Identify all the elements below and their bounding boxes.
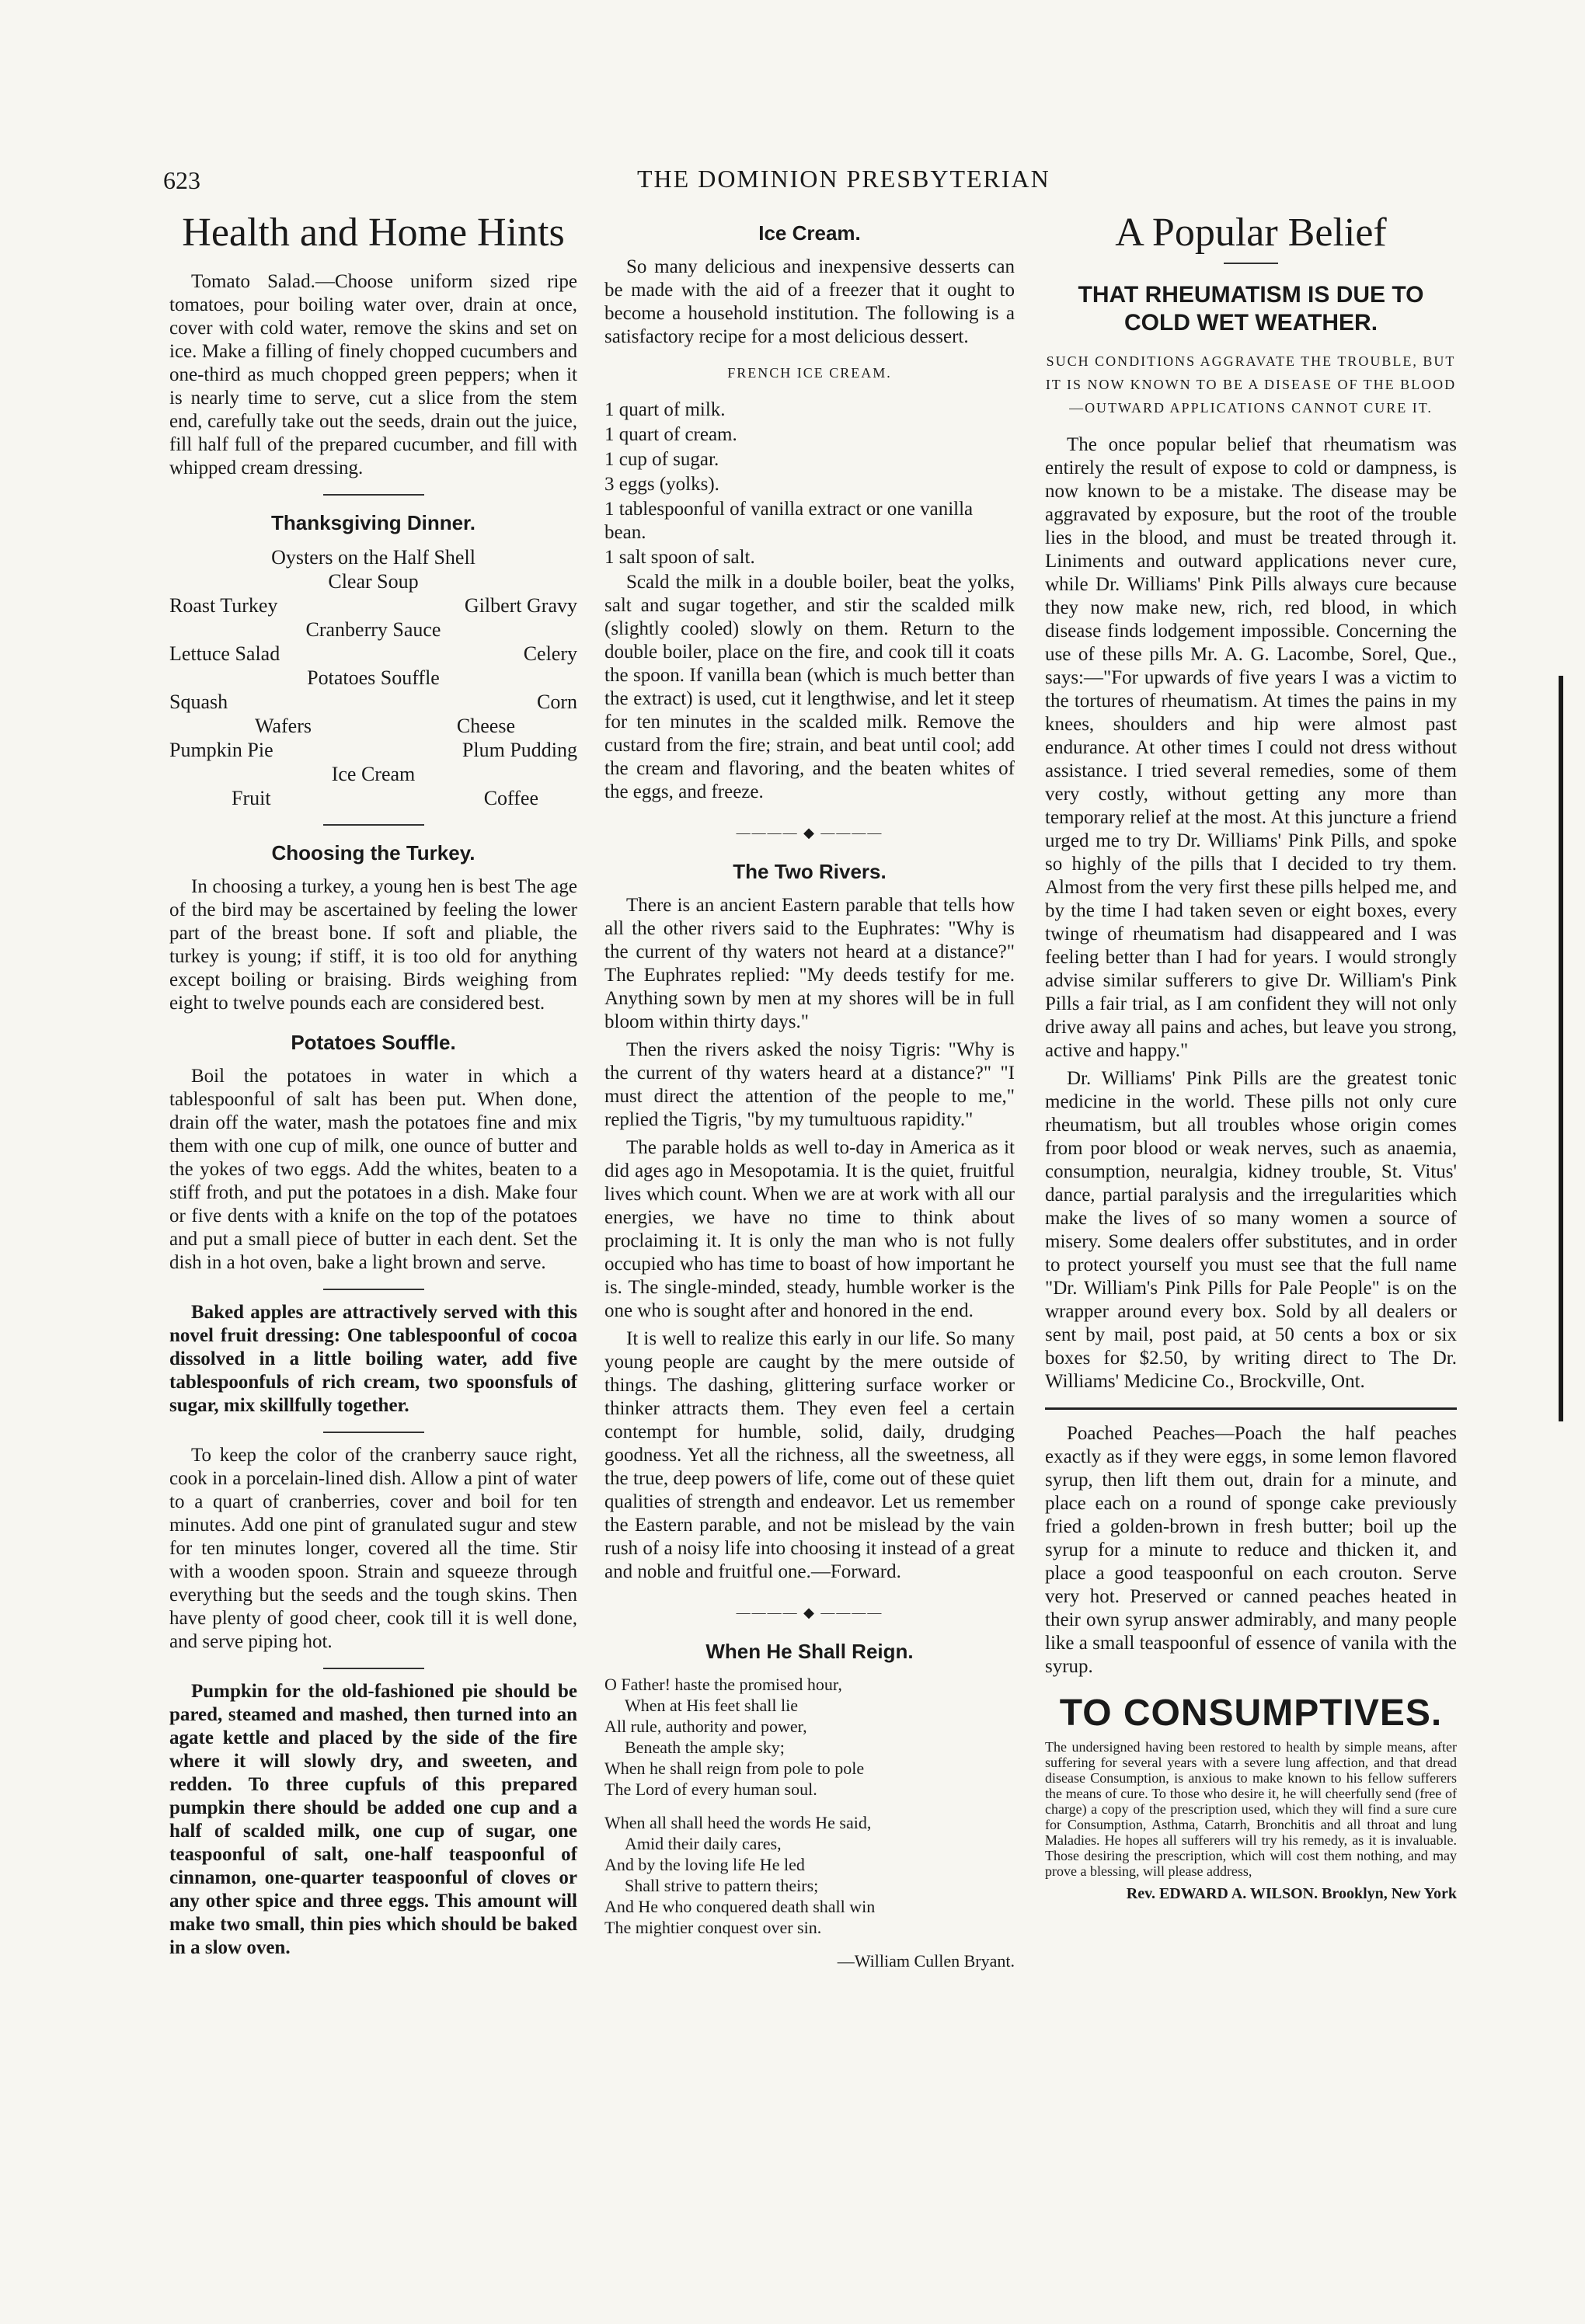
rivers-paragraph: It is well to realize this early in our life. So many young people are caught by the mere outside of things. The dashing, glittering surface worker or thinker attracts them. They even feel a certain contempt for humble, solid, daily, drudging goodness. Yet all the richness, all the sweetness, all the true, deep powers of life, come out of these quiet qualities of strength and endeavor. Let us remember the Eastern parable, and not be mislead by the vain rush of a noisy life into choosing it instead of a great and noble and fruitful one.—Forward. (604, 1328, 1015, 1582)
consumptives-signature: Rev. EDWARD A. WILSON. Brooklyn, New York (1126, 1885, 1457, 1902)
menu-row (169, 738, 577, 762)
peaches-text: Poached Peaches—Poach the half peaches exactly as if they were eggs, in some lemon flavored syrup, then lift them out, drain for a minute, and place each on a round of sponge cake previously fried a golden-brown in fresh butter; boil up the syrup for a minute to reduce and thicken it, and place a good teaspoonful on each crouton. Serve very hot. Preserved or canned peaches heated in their own syrup answer admirably, and many people like a small teaspoonful of essence of vanila with the syrup. (1045, 1423, 1457, 1677)
poem-line: When at His feet shall lie (625, 1696, 798, 1715)
column-left (169, 210, 577, 1964)
poem-line: When he shall reign from pole to pole (604, 1759, 865, 1778)
ingredient-item: 3 eggs (yolks). (604, 474, 719, 495)
menu-item: Coffee (483, 787, 538, 809)
divider (323, 1432, 424, 1433)
section-title: Health and Home Hints (182, 210, 565, 255)
poem-stanza (604, 1812, 1015, 1938)
advert-smallcaps: SUCH CONDITIONS AGGRAVATE THE TROUBLE, BUT IT IS NOW KNOWN TO BE A DISEASE OF THE BLOOD—OUTWARD APPLICATIONS CANNOT CURE IT. (1045, 353, 1457, 416)
poem (604, 1674, 1015, 1971)
divider (323, 494, 424, 496)
menu-item: Ice Cream (331, 763, 416, 785)
poem-line: O Father! haste the promised hour, (604, 1675, 842, 1694)
menu-item: Fruit (232, 787, 271, 809)
consumptives-title: TO CONSUMPTIVES. (1059, 1693, 1443, 1734)
menu-row (169, 690, 577, 714)
divider (1224, 263, 1278, 264)
divider (323, 1289, 424, 1290)
poem-line: And He who conquered death shall win (604, 1897, 876, 1916)
advert-paragraph: The once popular belief that rheumatism was entirely the result of expose to cold or dampness, is now known to be a mistake. The disease may be aggravated by exposure, but the root of the trouble lies in the blood, and must be treated through it. Liniments and outward applications never cure, while Dr. Williams' Pink Pills always cure because they now make new, rich, red blood, in which disease finds lodgement impossible. Concerning the use of these pills Mr. A. G. Lacombe, Sorel, Que., says:—"For upwards of five years I was a victim to the tortures of rheumatism. At times the pains in my knees, shoulders and hip were almost past endurance. At other times I could not dress without assistance. I tried several remedies, some of them very costly, without getting any more than temporary relief at the most. At this juncture a friend urged me to try Dr. Williams' Pink Pills, and spoke so highly of the pills that I decided to try them. Almost from the very first these pills helped me, and by the time I had taken seven or eight boxes, every twinge of rheumatism had disappeared and I was feeling better than I had for years. I would strongly advise similar sufferers to give Dr. William's Pink Pills a fair trial, as I am confident they will not only drive away all pains and aches, but leave you strong, active and happy." (1045, 434, 1457, 1061)
page-number: 623 (163, 166, 200, 194)
ornament-divider: ———— ◆ ———— (736, 1605, 883, 1620)
french-icecream-heading: FRENCH ICE CREAM. (727, 365, 892, 381)
menu-item: Oysters on the Half Shell (271, 546, 476, 569)
poem-stanza (604, 1674, 1015, 1800)
menu-item: Gilbert Gravy (464, 594, 577, 617)
menu-item: Plum Pudding (462, 739, 577, 761)
menu-row (169, 593, 577, 618)
advert-subtitle: THAT RHEUMATISM IS DUE TO COLD WET WEATHER. (1078, 282, 1424, 336)
turkey-heading: Choosing the Turkey. (271, 841, 476, 865)
menu-item: Clear Soup (328, 570, 419, 593)
ingredient-item: 1 salt spoon of salt. (604, 547, 755, 568)
turkey-text: In choosing a turkey, a young hen is best The age of the bird may be ascertained by feeling the lower part of the breast bone. If soft and pliable, the turkey is young; if stiff, it is too old for anything except boiling or braising. Birds weighing from eight to twelve pounds each are considered best. (169, 876, 577, 1014)
souffle-text: Boil the potatoes in water in which a tablespoonful of salt has been put. When done, drain off the water, mash the potatoes fine and mix them with one cup of milk, one ounce of butter and the yokes of two eggs. Add the whites, beaten to a stiff froth, and put the potatoes in a dish. Make four or five dents with a knife on the top of the potatoes and put a small piece of butter in each dent. Set the dish in a hot oven, bake a light brown and serve. (169, 1066, 577, 1273)
rivers-paragraph: The parable holds as well to-day in America as it did ages ago in Mesopotamia. It is the quiet, fruitful lives which count. When we are at work with all our energies, we have no time to think about proclaiming it. It is only the man who is not fully occupied who has time to boast of how important he is. The single-minded, steady, humble worker is the one who is sought after and honored in the end. (604, 1137, 1015, 1321)
poem-line: The Lord of every human soul. (604, 1780, 817, 1799)
menu-item: Cheese (456, 715, 515, 737)
margin-bar (1559, 676, 1563, 1421)
menu-row (169, 714, 577, 738)
menu-item: Roast Turkey (169, 594, 278, 617)
thanksgiving-heading: Thanksgiving Dinner. (271, 511, 476, 534)
icecream-intro: So many delicious and inexpensive desserts can be made with the aid of a freezer that it ought to become a household institution. The following is a satisfactory recipe for a most delicious dessert. (604, 256, 1015, 347)
thanksgiving-menu (169, 545, 577, 810)
souffle-heading: Potatoes Souffle. (291, 1031, 456, 1054)
menu-row (169, 786, 577, 810)
ingredient-item: 1 quart of cream. (604, 424, 737, 445)
advert-title: A Popular Belief (1115, 210, 1387, 255)
menu-row (169, 642, 577, 666)
menu-item: Cranberry Sauce (305, 618, 441, 641)
menu-item: Wafers (255, 715, 312, 737)
poem-line: The mightier conquest over sin. (604, 1918, 822, 1937)
poem-line: When all shall heed the words He said, (604, 1813, 872, 1832)
ingredient-item: 1 quart of milk. (604, 399, 726, 420)
consumptives-body: The undersigned having been restored to health by simple means, after suffering for several years with a severe lung affection, and that dread disease Consumption, is anxious to make known to his fellow sufferers the means of cure. To those who desire it, he will cheerfully send (free of charge) a copy of the prescription used, which they will find a sure cure for Consumption, Asthma, Catarrh, Bronchitis and all throat and lung Maladies. He hopes all sufferers will try his remedy, as it is invaluable. Those desiring the prescription, which will cost them nothing, and may prove a blessing, will please address, (1045, 1739, 1457, 1879)
poem-attribution: —William Cullen Bryant. (837, 1951, 1015, 1971)
poem-line: Beneath the ample sky; (625, 1738, 785, 1757)
menu-item: Squash (169, 691, 228, 713)
poem-line: Shall strive to pattern theirs; (625, 1876, 819, 1895)
rivers-paragraph: Then the rivers asked the noisy Tigris: "Why is the current of thy waters heard at a distance?" "I must direct the attention of the people to me," replied the Tigris, "by my tumultuous rapidity." (604, 1039, 1015, 1130)
divider (323, 824, 424, 826)
ingredient-item: 1 cup of sugar. (604, 449, 719, 470)
poem-line: All rule, authority and power, (604, 1717, 807, 1736)
menu-item: Celery (523, 642, 577, 665)
rivers-paragraph: There is an ancient Eastern parable that tells how all the other rivers said to the Euphrates: "Why is the current of thy waters not heard at a distance?" The Euphrates replied: "My deeds testify for me. Anything sown by men at my shores will be in full bloom within thirty days." (604, 895, 1015, 1032)
poem-line: Amid their daily cares, (625, 1834, 782, 1853)
menu-item: Pumpkin Pie (169, 739, 273, 761)
advert-paragraph: Dr. Williams' Pink Pills are the greatest tonic medicine in the world. These pills not only cure rheumatism, but all troubles whose origin comes from poor blood or weak nerves, such as anaemia, consumption, neuralgia, kidney trouble, St. Vitus' dance, partial paralysis and the irregularities which make the lives of so many women a source of misery. Some dealers offer substitutes, and in order to protect yourself you must see that the full name "Dr. William's Pink Pills for Pale People" is on the wrapper around every box. Sold by all dealers or sent by mail, post paid, at 50 cents a box or six boxes for $2.50, by writing direct to The Dr. Williams' Medicine Co., Brockville, Ont. (1045, 1068, 1457, 1392)
cranberry-text: To keep the color of the cranberry sauce right, cook in a porcelain-lined dish. Allow a pint of water to a quart of cranberries, cover and boil for ten minutes. Add one pint of granulated sugur and stew for ten minutes longer, covered all the time. Stir with a wooden spoon. Strain and squeeze through everything but the seeds and the tough skins. Then have plenty of good cheer, cook till it is well done, and serve piping hot. (169, 1445, 577, 1652)
menu-item: Lettuce Salad (169, 642, 280, 665)
reign-heading: When He Shall Reign. (705, 1640, 914, 1663)
ornament-divider: ———— ◆ ———— (736, 825, 883, 840)
divider (1045, 1407, 1457, 1410)
icecream-heading: Ice Cream. (758, 221, 861, 245)
ingredient-list (604, 398, 1015, 569)
rivers-heading: The Two Rivers. (733, 860, 887, 883)
pumpkin-text: Pumpkin for the old-fashioned pie should be pared, steamed and mashed, then turned into an agate kettle and placed by the side of the fire where it will slowly dry, and sweeten, and redden. To three cupfuls of this prepared pumpkin there should be added one cup and a half of scalded milk, one cup of sugar, one teaspoonful of salt, one-half teaspoonful of cinnamon, one-quarter teaspoonful of cloves or any other spice and three eggs. This amount will make two small, thin pies which should be baked in a slow oven. (169, 1681, 577, 1958)
poem-line: And by the loving life He led (604, 1855, 805, 1874)
masthead: THE DOMINION PRESBYTERIAN (637, 165, 1050, 193)
column-right (1045, 210, 1457, 1905)
tomato-salad-text: Tomato Salad.—Choose uniform sized ripe tomatoes, pour boiling water over, drain at once, cover with cold water, remove the skins and set on ice. Make a filling of finely chopped cucumbers and one-third as much chopped green peppers; when it is nearly time to serve, cut a slice from the stem end, carefully take out the seeds, drain out the juice, fill half full of the prepared cucumber, and fill with whipped cream dressing. (169, 271, 577, 478)
ingredient-item: 1 tablespoonful of vanilla extract or one vanilla bean. (604, 499, 974, 543)
menu-item: Corn (537, 691, 577, 713)
column-middle (604, 221, 1015, 1971)
icecream-method: Scald the milk in a double boiler, beat the yolks, salt and sugar together, and stir the scalded milk (slightly cooled) slowly on them. Return to the double boiler, place on the fire, and cook till it coats the spoon. If vanilla bean (which is much better than the extract) is used, cut it lengthwise, and let it steep for ten minutes in the scalded milk. Remove the custard from the fire; strain, and beat until cool; add the cream and flavoring, and the beaten whites of the eggs, and freeze. (604, 572, 1015, 802)
menu-item: Potatoes Souffle (307, 666, 440, 689)
apples-text: Baked apples are attractively served with this novel fruit dressing: One tablespoonful of cocoa dissolved in a little boiling water, add five tablespoonfuls of rich cream, two spoonsfuls of sugar, mix skillfully together. (169, 1302, 577, 1416)
divider (323, 1668, 424, 1669)
